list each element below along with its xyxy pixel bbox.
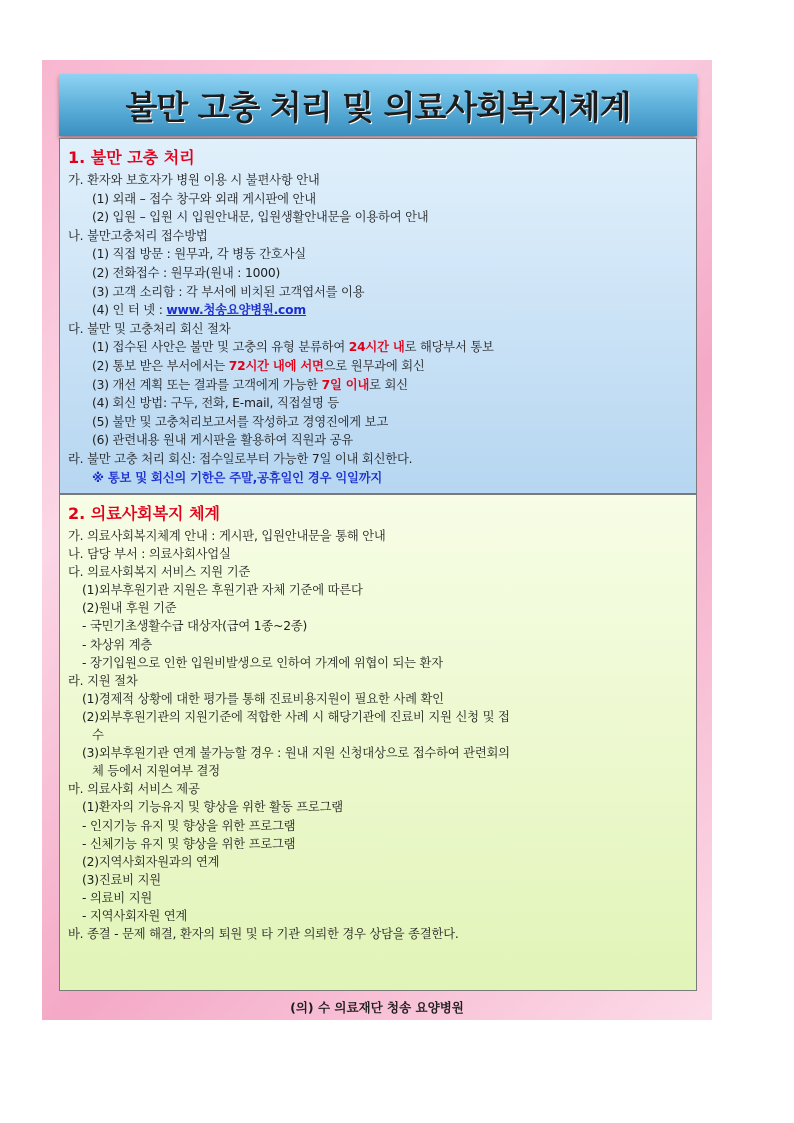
list-item: (6) 관련내용 원내 게시판을 활용하여 직원과 공유 — [92, 433, 353, 448]
list-item-label: (4) 인 터 넷 : — [92, 303, 167, 318]
list-item: 수 — [92, 728, 104, 743]
list-item — [68, 301, 686, 320]
list-item: 체 등에서 지원여부 결정 — [92, 764, 220, 779]
text: (2) 통보 받은 부서에서는 — [92, 358, 229, 373]
list-item: (1) 외래 – 접수 창구와 외래 게시판에 안내 — [92, 191, 316, 206]
list-item: (1)환자의 기능유지 및 향상을 위한 활동 프로그램 — [82, 800, 343, 815]
list-item: 가. 환자와 보호자가 병원 이용 시 불편사항 안내 — [68, 173, 320, 187]
list-item: 라. 불만 고충 처리 회신: 접수일로부터 가능한 7일 이내 회신한다. — [68, 451, 413, 466]
list-item: - 장기입원으로 인한 입원비발생으로 인하여 가계에 위협이 되는 환자 — [82, 655, 443, 670]
deadline-note: ※ 통보 및 회신의 기한은 주말,공휴일인 경우 익일까지 — [92, 470, 383, 485]
complaint-section — [59, 138, 697, 494]
list-item: 다. 불만 및 고충처리 회신 절차 — [68, 321, 231, 336]
notice-poster — [42, 60, 712, 1020]
title-banner — [59, 74, 697, 136]
list-item: (3)진료비 지원 — [82, 872, 161, 887]
list-item: (2) 전화접수 : 원무과(원내 : 1000) — [92, 265, 281, 280]
list-item: - 국민기초생활수급 대상자(급여 1종~2종) — [82, 619, 308, 634]
section-heading: 1. 불만 고충 처리 — [68, 148, 195, 167]
text: 로 회신 — [369, 377, 408, 392]
list-item: (5) 불만 및 고충처리보고서를 작성하고 경영진에게 보고 — [92, 414, 389, 429]
list-item: - 지역사회자원 연계 — [82, 908, 188, 923]
list-item: 바. 종결 - 문제 해결, 환자의 퇴원 및 타 기관 의뢰한 경우 상담을 종결한다. — [68, 927, 459, 942]
list-item: 나. 불만고충처리 접수방법 — [68, 228, 208, 243]
list-item: 가. 의료사회복지체계 안내 : 게시판, 입원안내문을 통해 안내 — [68, 529, 386, 543]
list-item: 나. 담당 부서 : 의료사회사업실 — [68, 547, 231, 562]
list-item — [68, 376, 686, 395]
list-item: (2)지역사회자원과의 연계 — [82, 854, 220, 869]
list-item: (1) 직접 방문 : 원무과, 각 병동 간호사실 — [92, 247, 306, 262]
list-item: - 인지기능 유지 및 향상을 위한 프로그램 — [82, 818, 296, 833]
list-item — [68, 338, 686, 357]
text: 로 해당부서 통보 — [404, 340, 494, 355]
list-item: (2)외부후원기관의 지원기준에 적합한 사례 시 해당기관에 진료비 지원 신청 및 접 — [82, 709, 510, 724]
list-item — [68, 357, 686, 376]
website-link[interactable]: www.청송요양병원.com — [166, 303, 307, 318]
hospital-name-footer: (의) 수 의료재단 청송 요양병원 — [290, 1000, 464, 1015]
list-item: (2)원내 후원 기준 — [82, 601, 177, 616]
highlight-text: 7일 이내 — [321, 377, 370, 392]
list-item: - 차상위 계층 — [82, 637, 153, 652]
text: (1) 접수된 사안은 불만 및 고충의 유형 분류하여 — [92, 340, 349, 355]
list-item: 다. 의료사회복지 서비스 지원 기준 — [68, 565, 251, 580]
social-welfare-section — [59, 494, 697, 991]
list-item: - 의료비 지원 — [82, 890, 153, 905]
list-item: 마. 의료사회 서비스 제공 — [68, 782, 200, 797]
list-item: (2) 입원 – 입원 시 입원안내문, 입원생활안내문을 이용하여 안내 — [92, 210, 429, 225]
section-heading: 2. 의료사회복지 체계 — [68, 504, 220, 523]
list-item: (1)외부후원기관 지원은 후원기관 자체 기준에 따른다 — [82, 583, 363, 598]
list-item: (3)외부후원기관 연계 불가능할 경우 : 원내 지원 신청대상으로 접수하여 관련회의 — [82, 746, 510, 761]
text: 으로 원무과에 회신 — [323, 358, 425, 373]
page-title: 불만 고충 처리 및 의료사회복지체계 — [125, 87, 631, 127]
highlight-text: 72시간 내에 서면 — [228, 358, 324, 373]
list-item: - 신체기능 유지 및 향상을 위한 프로그램 — [82, 836, 296, 851]
list-item: (1)경제적 상황에 대한 평가를 통해 진료비용지원이 필요한 사례 확인 — [82, 691, 444, 706]
list-item: (3) 고객 소리함 : 각 부서에 비치된 고객엽서를 이용 — [92, 284, 365, 299]
text: (3) 개선 계획 또는 결과를 고객에게 가능한 — [92, 377, 322, 392]
list-item: (4) 회신 방법: 구두, 전화, E-mail, 직접설명 등 — [92, 396, 340, 411]
list-item: 라. 지원 절차 — [68, 673, 138, 688]
highlight-text: 24시간 내 — [348, 340, 405, 355]
